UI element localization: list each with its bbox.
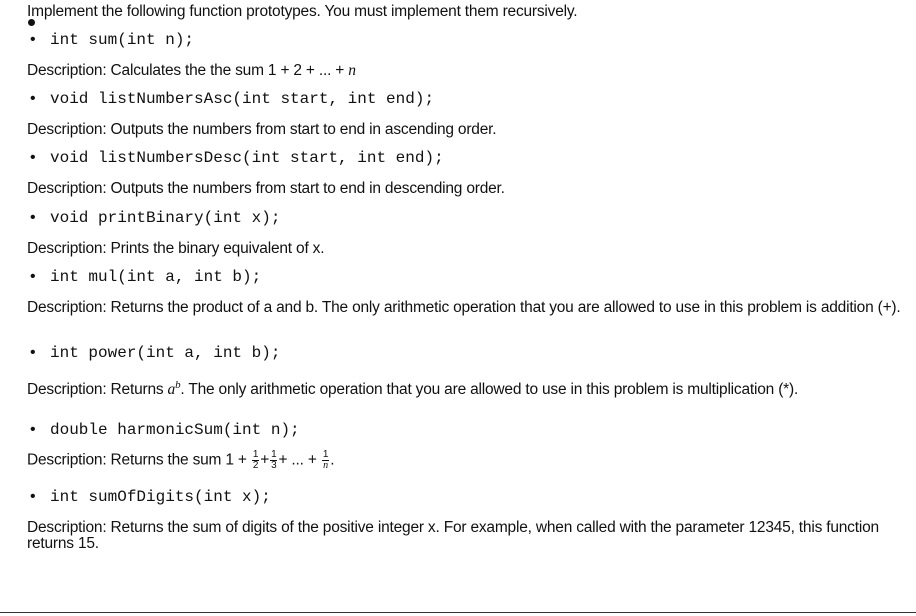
bullet: • [30,149,36,166]
prototype-code: int sumOfDigits(int x); [50,488,271,506]
prototype-printBinary [30,209,280,227]
prototype-code: void listNumbersDesc(int start, int end); [50,149,444,167]
description-harmonicSum [27,450,334,471]
prototype-listNumbersAsc [30,90,434,108]
bullet: • [30,209,36,226]
intro-text: Implement the following function prototypes. You must implement them recursively. [27,3,578,20]
prototype-code: int mul(int a, int b); [50,268,262,286]
description-text: Description: Returns [27,381,168,399]
bottom-divider [0,612,916,613]
prototype-sum [30,31,194,49]
description-listNumbersAsc: Description: Outputs the numbers from start to end in ascending order. [27,121,497,138]
plus-sign: + [260,451,270,469]
description-sum [27,62,356,80]
math-variable: n [348,62,356,79]
prototype-code: double harmonicSum(int n); [50,421,300,439]
bullet: • [30,90,36,107]
description-power [27,377,907,398]
fraction-one-over-n: $\frac{1}{n}$ [322,449,329,471]
prototype-sumOfDigits [30,488,271,506]
prototype-listNumbersDesc [30,149,444,167]
prototype-mul [30,268,261,286]
description-text: Description: Calculates the the sum 1 + 2 + ... + [27,62,349,79]
prototype-code: void printBinary(int x); [50,209,281,227]
prototype-code: void listNumbersAsc(int start, int end); [50,90,435,108]
math-exponent: b [175,379,181,391]
description-text: . The only arithmetic operation that you are allowed to use in this problem is multiplication (*). [180,381,799,399]
fraction-one-half: $\frac{1}{2}$ [252,449,259,471]
prototype-code: int power(int a, int b); [50,344,281,362]
math-base: a [167,381,176,399]
bullet: • [30,488,36,505]
prototype-code: int sum(int n); [50,31,195,49]
bullet: • [30,421,36,438]
description-mul: Description: Returns the product of a and b. The only arithmetic operation that you are allowed to use in this problem is addition (+). [27,299,901,316]
prototype-power [30,344,280,362]
ellipsis-plus: + ... + [278,451,317,469]
description-text: Description: Returns the sum 1 + [27,451,251,469]
bullet: • [30,268,36,285]
bullet: • [30,31,36,48]
bullet: • [30,344,36,361]
description-sumOfDigits: Description: Returns the sum of digits of the positive integer x. For example, when called with the parameter 12345, this function returns 15. [27,519,879,552]
description-listNumbersDesc: Description: Outputs the numbers from start to end in descending order. [27,180,505,197]
period: . [330,451,335,469]
prototype-harmonicSum [30,421,300,439]
fraction-one-third: $\frac{1}{3}$ [271,449,277,471]
description-printBinary: Description: Prints the binary equivalent of x. [27,240,325,257]
